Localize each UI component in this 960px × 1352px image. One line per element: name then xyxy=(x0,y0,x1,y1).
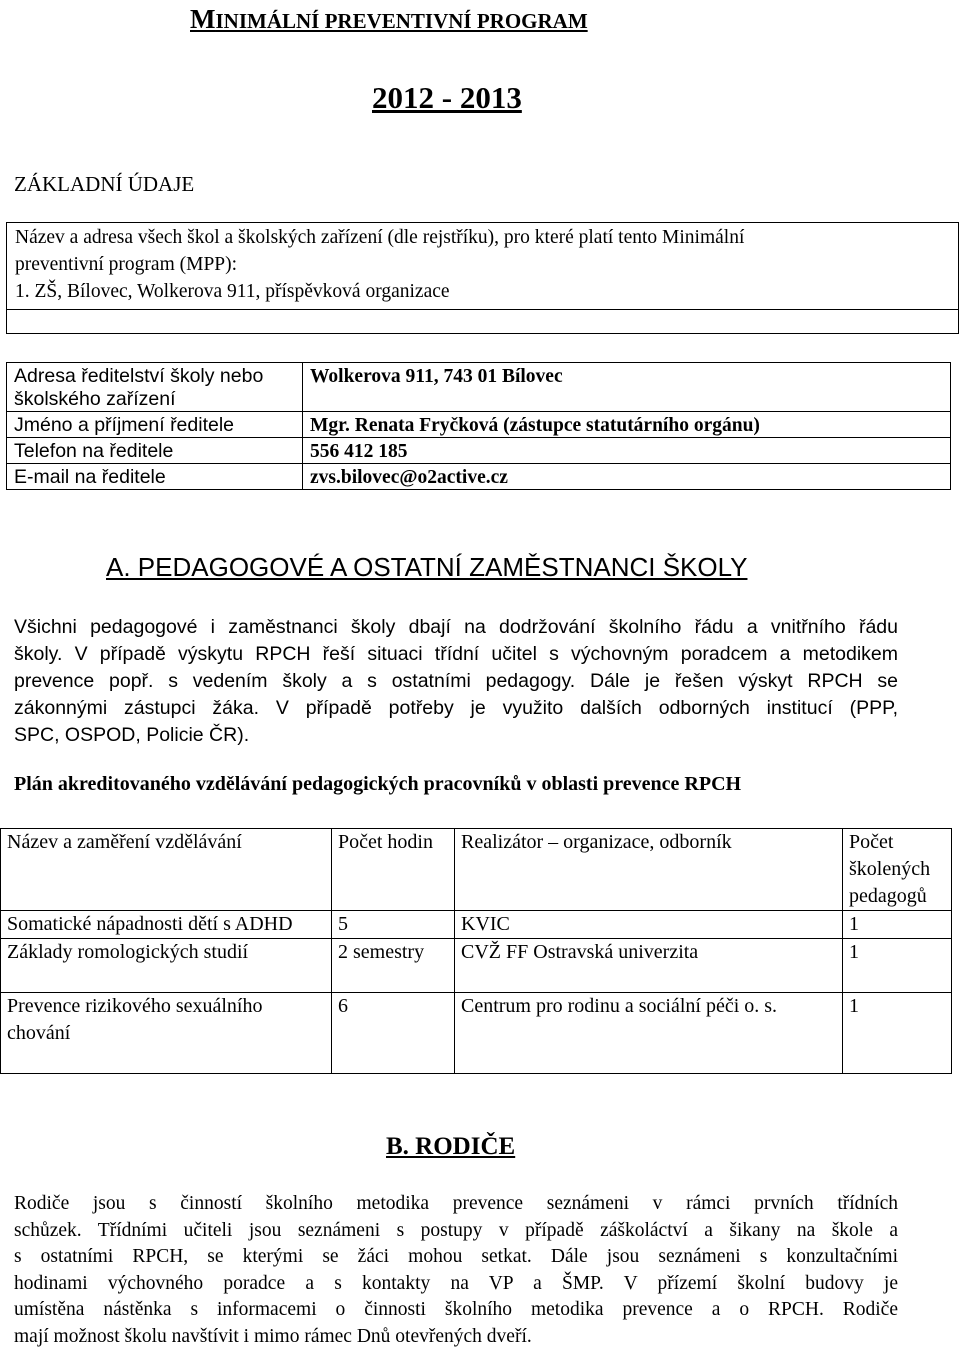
paragraph-line: SPC, OSPOD, Policie ČR). xyxy=(14,724,250,746)
info-row xyxy=(7,412,951,438)
course-provider: Centrum pro rodinu a sociální péči o. s. xyxy=(455,993,843,1074)
course-provider: CVŽ FF Ostravská univerzita xyxy=(455,939,843,993)
course-trainees: 1 xyxy=(843,993,952,1074)
school-list-line: 1. ZŠ, Bílovec, Wolkerova 911, příspěvková organizace xyxy=(15,281,450,302)
course-name: Základy romologických studií xyxy=(1,939,332,993)
director-name-value: Mgr. Renata Fryčková (zástupce statutárního orgánu) xyxy=(303,412,951,438)
address-label: Adresa ředitelství školy nebo školského zařízení xyxy=(7,363,303,412)
school-info-table xyxy=(6,362,951,490)
course-hours: 2 semestry xyxy=(332,939,455,993)
paragraph-line: umístěna nástěnka s informacemi o činnosti školního metodika prevence a o RPCH. Rodiče xyxy=(14,1299,898,1320)
basic-info-heading: ZÁKLADNÍ ÚDAJE xyxy=(14,172,195,196)
column-header: Počet hodin xyxy=(332,829,455,911)
table-row xyxy=(1,939,952,993)
school-year: 2012 - 2013 xyxy=(372,80,522,115)
paragraph-line: mají možnost školu navštívit i mimo rámec Dnů otevřených dveří. xyxy=(14,1325,532,1347)
info-row xyxy=(7,464,951,490)
title-rest: INIMÁLNÍ PREVENTIVNÍ PROGRAM xyxy=(215,9,588,33)
section-a-paragraph xyxy=(14,614,898,749)
course-hours: 6 xyxy=(332,993,455,1074)
training-plan-heading: Plán akreditovaného vzdělávání pedagogických pracovníků v oblasti prevence RPCH xyxy=(14,773,742,795)
empty-row xyxy=(6,310,959,334)
training-table xyxy=(0,828,952,1074)
section-b-heading: B. RODIČE xyxy=(386,1133,516,1160)
school-list-box xyxy=(6,222,959,310)
course-name: Prevence rizikového sexuálního chování xyxy=(1,993,332,1074)
info-row xyxy=(7,438,951,464)
paragraph-line: s ostatními RPCH, se kterými se žáci mohou setkat. Dále jsou seznámeni s konzultačními xyxy=(14,1246,898,1267)
address-value: Wolkerova 911, 743 01 Bílovec xyxy=(303,363,951,412)
column-header: Realizátor – organizace, odborník xyxy=(455,829,843,911)
paragraph-line: Všichni pedagogové i zaměstnanci školy dbají na dodržování školního řádu a vnitřního řádu xyxy=(14,616,898,638)
paragraph-line: schůzek. Třídními učiteli jsou seznámeni s postupy v případě záškoláctví a šikany na škole a xyxy=(14,1219,898,1241)
paragraph-line: prevence popř. s vedením školy a s ostatními pedagogy. Dále je řešen výskyt RPCH se xyxy=(14,670,898,692)
column-header: Název a zaměření vzdělávání xyxy=(1,829,332,911)
course-provider: KVIC xyxy=(455,911,843,939)
paragraph-line: zákonnými zástupci žáka. V případě potřeby je využito dalších odborných institucí (PPP, xyxy=(14,697,898,719)
phone-value: 556 412 185 xyxy=(303,438,951,464)
paragraph-line: Rodiče jsou s činností školního metodika prevence seznámeni v rámci prvních třídních xyxy=(14,1193,898,1214)
info-row xyxy=(7,363,951,412)
school-list-line: preventivní program (MPP): xyxy=(15,254,238,275)
title-initial: M xyxy=(190,4,216,34)
phone-label: Telefon na ředitele xyxy=(7,438,303,464)
director-name-label: Jméno a příjmení ředitele xyxy=(7,412,303,438)
table-header-row xyxy=(1,829,952,911)
table-row xyxy=(1,993,952,1074)
email-label: E-mail na ředitele xyxy=(7,464,303,490)
column-header: Počet školených pedagogů xyxy=(843,829,952,911)
email-value: zvs.bilovec@o2active.cz xyxy=(303,464,951,490)
paragraph-line: hodinami výchovného poradce a s kontakty na VP a ŠMP. V přízemí školní budovy je xyxy=(14,1272,898,1294)
school-list-line: Název a adresa všech škol a školských zařízení (dle rejstříku), pro které platí tento Minimální xyxy=(15,227,745,248)
course-name: Somatické nápadnosti dětí s ADHD xyxy=(1,911,332,939)
course-trainees: 1 xyxy=(843,911,952,939)
section-a-heading: A. PEDAGOGOVÉ A OSTATNÍ ZAMĚSTNANCI ŠKOLY xyxy=(106,552,748,582)
course-hours: 5 xyxy=(332,911,455,939)
table-row xyxy=(1,911,952,939)
section-b-paragraph xyxy=(14,1191,898,1350)
paragraph-line: školy. V případě výskytu RPCH řeší situaci třídní učitel s výchovným poradcem a metodikem xyxy=(14,643,898,665)
document-title xyxy=(190,4,588,35)
course-trainees: 1 xyxy=(843,939,952,993)
